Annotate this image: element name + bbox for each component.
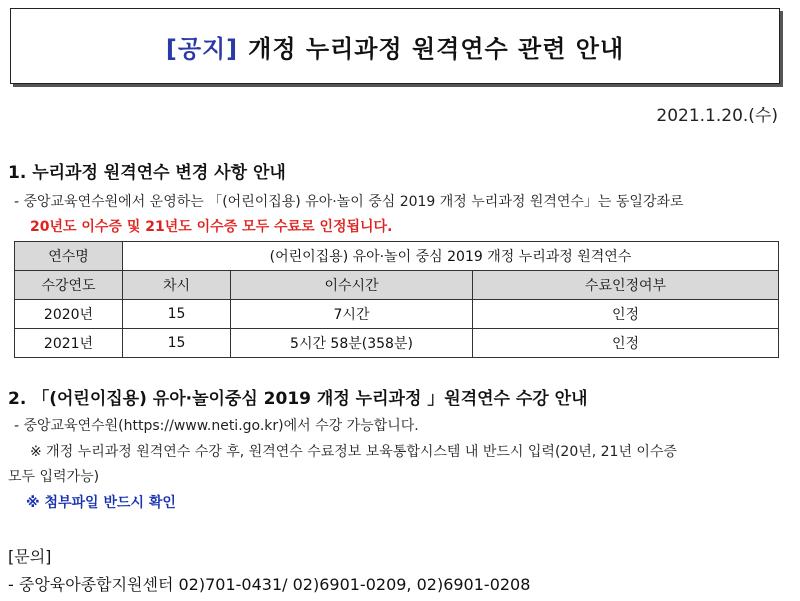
table-cell: 5시간 58분(358분) (231, 329, 473, 358)
course-table (14, 241, 779, 358)
table-row (15, 300, 779, 329)
section2-line1: - 중앙교육연수원(https://www.neti.go.kr)에서 수강 가능합니다. (14, 418, 419, 434)
header-cell: 수료인정여부 (473, 271, 779, 300)
section1-heading: 1. 누리과정 원격연수 변경 사항 안내 (8, 163, 286, 183)
table-cell: 2021년 (15, 329, 123, 358)
course-label-cell: 연수명 (15, 242, 123, 271)
notice-date: 2021.1.20.(수) (656, 106, 778, 126)
notice-tag: [공지] (165, 34, 239, 63)
header-cell: 차시 (123, 271, 231, 300)
section2-note-line2: 모두 입력가능) (8, 469, 100, 485)
table-header-row (15, 271, 779, 300)
table-row (15, 329, 779, 358)
table-cell: 2020년 (15, 300, 123, 329)
inquiry-contact: - 중앙육아종합지원센터 02)701-0431/ 02)6901-0209, 02)6901-0208 (8, 575, 531, 594)
section1-line1: - 중앙교육연수원에서 운영하는 「(어린이집용) 유아·놀이 중심 2019 개정 누리과정 원격연수」는 동일강좌로 (14, 194, 684, 210)
table-cell: 15 (123, 300, 231, 329)
section2-heading: 2. 「(어린이집용) 유아·놀이중심 2019 개정 누리과정 」원격연수 수강 안내 (8, 389, 588, 409)
section2-note-line1: ※ 개정 누리과정 원격연수 수강 후, 원격연수 수료정보 보육통합시스템 내 반드시 입력(20년, 21년 이수증 (30, 444, 678, 460)
header-cell: 이수시간 (231, 271, 473, 300)
attachment-note: ※ 첨부파일 반드시 확인 (26, 495, 176, 511)
inquiry-heading: [문의] (8, 547, 52, 566)
notice-title: 개정 누리과정 원격연수 관련 안내 (248, 34, 625, 63)
table-cell: 인정 (473, 300, 779, 329)
header-cell: 수강연도 (15, 271, 123, 300)
notice-title-box (10, 8, 780, 84)
section1-line2: 20년도 이수증 및 21년도 이수증 모두 수료로 인정됩니다. (30, 219, 393, 235)
table-cell: 인정 (473, 329, 779, 358)
table-row (15, 242, 779, 271)
table-cell: 7시간 (231, 300, 473, 329)
course-name-cell: (어린이집용) 유아·놀이 중심 2019 개정 누리과정 원격연수 (123, 242, 779, 271)
table-cell: 15 (123, 329, 231, 358)
